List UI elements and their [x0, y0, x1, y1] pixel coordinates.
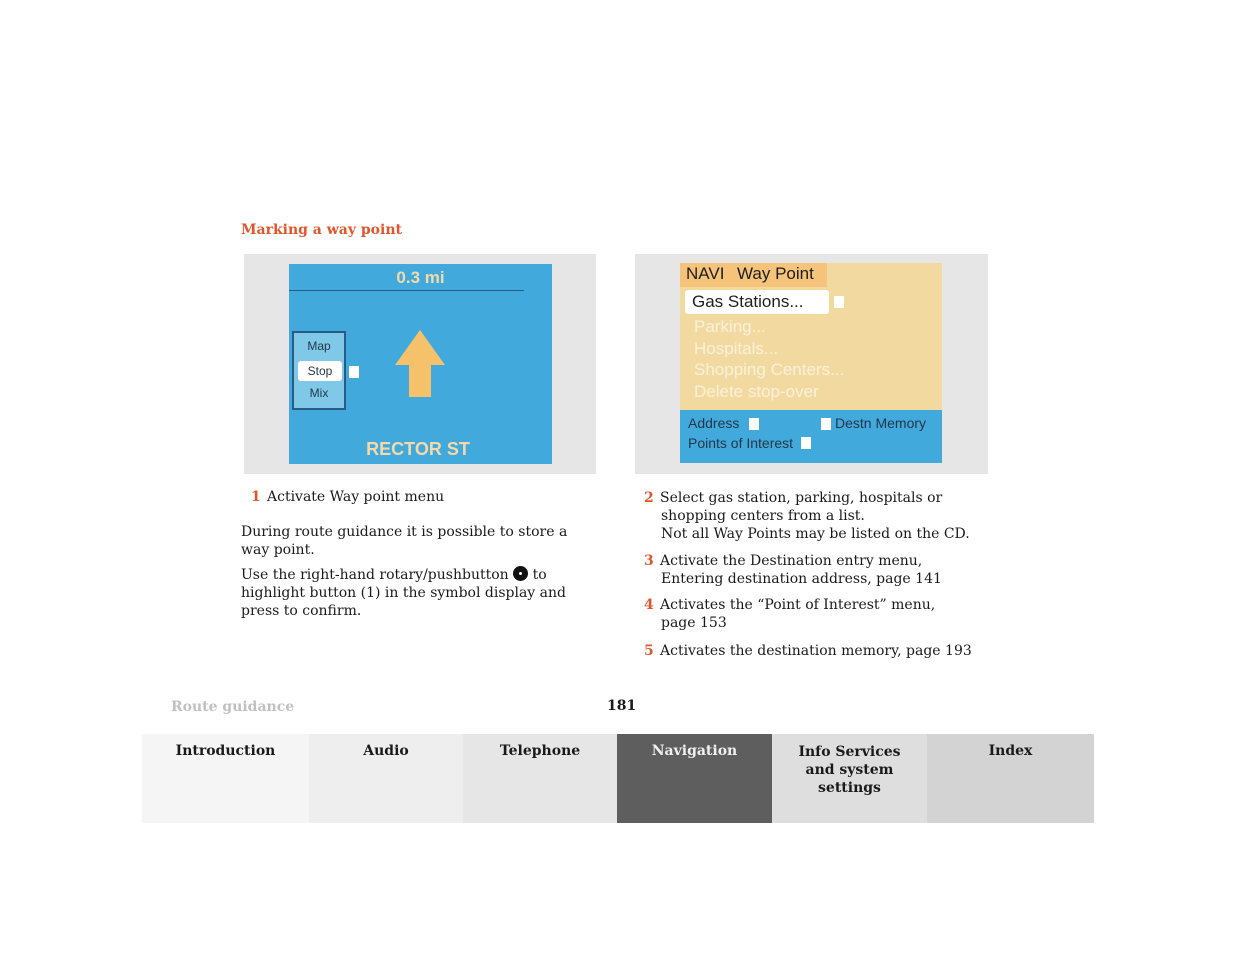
menu-item-mix[interactable]: Mix: [309, 386, 329, 400]
destn-memory-button[interactable]: Destn Memory: [835, 415, 927, 431]
step-number: 4: [644, 597, 654, 613]
step-number: 3: [644, 553, 654, 569]
step-2: [644, 489, 970, 543]
waypoint-screen: [680, 263, 942, 463]
tab-telephone[interactable]: [463, 734, 617, 823]
callout-marker-3: [749, 418, 759, 430]
menu-item-parking[interactable]: Parking...: [694, 317, 766, 336]
page-number: 181: [607, 698, 637, 714]
street-name: RECTOR ST: [366, 439, 470, 459]
step-text-line2: Entering destination address, page 141: [661, 571, 942, 587]
callout-marker-5: [821, 418, 831, 430]
tab-audio[interactable]: [309, 734, 463, 823]
callout-marker-2: [834, 296, 844, 308]
menu-item-stop[interactable]: Stop: [298, 361, 342, 381]
tab-navigation[interactable]: [617, 734, 772, 823]
menu-item-delete-stop-over[interactable]: Delete stop-over: [694, 382, 819, 401]
side-menu: [292, 331, 346, 410]
instruction-paragraph: [241, 566, 601, 620]
tab-introduction[interactable]: [142, 734, 309, 823]
instruction-text-after: to highlight button (1) in the symbol display and press to confirm.: [241, 567, 566, 619]
tab-label: Index: [988, 743, 1033, 759]
step-1: [251, 488, 444, 506]
instruction-text-before: Use the right-hand rotary/pushbutton: [241, 567, 509, 583]
step-text-line1: Activate the Destination entry menu,: [660, 553, 923, 569]
step-text-line2: page 153: [661, 615, 727, 631]
menu-header: [680, 263, 827, 287]
distance-underline: [289, 290, 524, 291]
callout-marker-4: [801, 437, 811, 449]
tab-label: Telephone: [499, 743, 581, 759]
address-button[interactable]: Address: [688, 415, 740, 431]
step-text-line2: shopping centers from a list.: [661, 508, 865, 524]
step-text-line1: Select gas station, parking, hospitals or: [660, 490, 943, 506]
step-4: [644, 596, 935, 632]
menu-item-shopping-centers[interactable]: Shopping Centers...: [694, 360, 845, 379]
step-text-line1: Activates the destination memory, page 193: [660, 643, 972, 659]
step-number: 5: [644, 643, 654, 659]
tab-label: Info Services and system settings: [798, 744, 901, 796]
header-navi: NAVI: [686, 264, 725, 283]
tab-index[interactable]: [927, 734, 1094, 823]
step-number: 1: [251, 489, 261, 505]
direction-arrow-icon: [395, 330, 445, 398]
tab-info-services[interactable]: [772, 734, 927, 823]
nav-screen: [289, 264, 552, 464]
points-of-interest-button[interactable]: Points of Interest: [688, 435, 794, 451]
menu-item-map[interactable]: Map: [307, 339, 331, 353]
step-text-line3: Not all Way Points may be listed on the CD.: [661, 526, 970, 542]
step-3: [644, 552, 942, 588]
callout-marker-1: [349, 366, 359, 378]
intro-paragraph: During route guidance it is possible to store a way point.: [241, 524, 568, 558]
footer-section-label: Route guidance: [171, 699, 295, 715]
step-5: [644, 642, 972, 660]
menu-item-gas-stations[interactable]: Gas Stations...: [685, 290, 829, 314]
rotary-pushbutton-icon: [513, 566, 528, 581]
step-number: 2: [644, 490, 654, 506]
header-way-point: Way Point: [737, 264, 814, 283]
tab-label: Introduction: [175, 743, 276, 759]
distance-readout: 0.3 mi: [396, 268, 445, 287]
step-text-line1: Activates the “Point of Interest” menu,: [660, 597, 936, 613]
bottom-bar: [680, 410, 942, 463]
step-text: Activate Way point menu: [267, 489, 445, 505]
section-title: Marking a way point: [241, 222, 402, 238]
menu-item-hospitals[interactable]: Hospitals...: [694, 339, 779, 358]
tab-label: Audio: [363, 743, 409, 759]
tab-label: Navigation: [651, 743, 738, 759]
